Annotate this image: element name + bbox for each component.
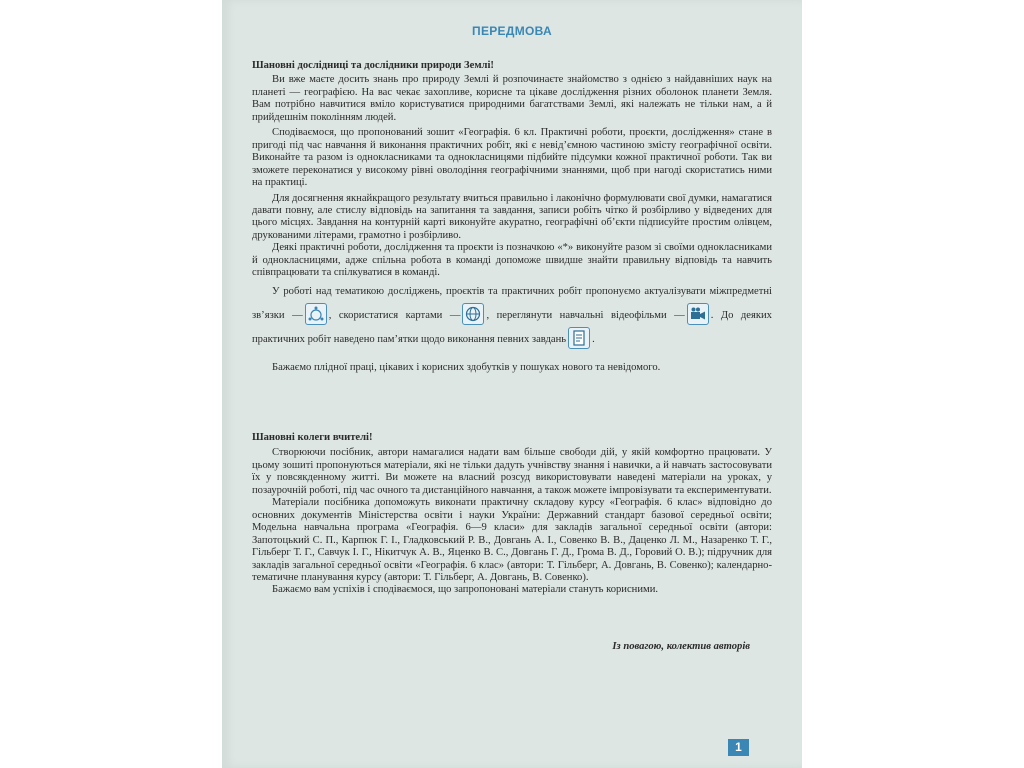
students-paragraph-2: Сподіваємося, що пропонований зошит «Географія. 6 кл. Практичні роботи, проєкти, дослідження» стане в пригоді під час навчання й виконання практичних робіт, які є невід’ємною частиною змісту географічної освіти. Виконайте та разом із однокласниками та однокласницями підбийте підсумки кожної практичної роботи. Так ви зможете переконатися у високому рівні оволодіння географічними знаннями, щоб при нагоді скористатись ними на практиці. bbox=[252, 127, 772, 189]
book-page bbox=[222, 0, 802, 768]
teachers-paragraph-1: Створюючи посібник, автори намагалися надати вам більше свободи дій, у якій комфортно працювати. У цьому зошиті пропонуються матеріали, які не тільки дадуть учнівству знання і навички, а й навчать застосовувати їх у повсякденному житті. Ви можете на власний розсуд використовувати наведені матеріали на уроках, у позаурочній роботі, під час очного та дистанційного навчання, а також можете імпровізувати та експериментувати. bbox=[252, 447, 772, 496]
p5-text-c: , переглянути навчальні відеофільми — bbox=[486, 309, 685, 321]
students-paragraph-5 bbox=[252, 280, 772, 352]
students-paragraph-4: Деякі практичні роботи, дослідження та проєкти із позначкою «*» виконуйте разом зі своїми однокласниками й однокласницями, адже спільна робота в команді допоможе швидше знайти правильну відповідь та навчить співпрацювати та спілкуватися в команді. bbox=[252, 242, 772, 279]
p5-text-a: У роботі над тематикою досліджень, проєктів та практичних робіт пропонуємо актуалізувати міжпредметні зв’язки — bbox=[252, 285, 772, 321]
interdisciplinary-icon bbox=[305, 303, 327, 325]
video-camera-icon bbox=[687, 303, 709, 325]
memo-icon bbox=[568, 327, 590, 349]
teachers-heading: Шановні колеги вчителі! bbox=[252, 432, 373, 443]
page-number: 1 bbox=[728, 739, 749, 756]
p5-text-d: . До деяких практичних робіт наведено пам’ятки щодо виконання певних завдань bbox=[252, 309, 772, 345]
page-title: ПЕРЕДМОВА bbox=[472, 24, 552, 38]
authors-signature: Із повагою, колектив авторів bbox=[612, 641, 750, 652]
students-closing: Бажаємо плідної праці, цікавих і корисних здобутків у пошуках нового та невідомого. bbox=[272, 361, 661, 373]
students-paragraph-1: Ви вже маєте досить знань про природу Землі й розпочинаєте знайомство з однією з найдавніших наук на планеті — географією. На вас чекає захопливе, корисне та цікаве дослідження різних оболонок планети Земля. Вам потрібно навчитися вміло користуватися природними багатствами Землі, які належать не тільки нам, а й прийдешнім поколінням людей. bbox=[252, 74, 772, 123]
students-paragraph-3: Для досягнення якнайкращого результату вчиться правильно і лаконічно формулювати свої думки, намагатися давати повну, але стислу відповідь на запитання та завдання, записи робіть чітко й розбірливо у відведених для цього місцях. Завдання на контурній карті виконуйте акуратно, географічні об’єкти підписуйте простим олівцем, друкованими літерами, грамотно і розбірливо. bbox=[252, 192, 772, 241]
teachers-paragraph-2: Матеріали посібника допоможуть виконати практичну складову курсу «Географія. 6 клас» відповідно до основних документів Міністерства освіти і науки України: Державний стандарт базової середньої освіти; Модельна навчальна програма «Географія. 6—9 класи» для закладів загальної середньої освіти (автори: Запотоцький С. П., Карпюк Г. І., Гладковський Р. В., Довгань А. І., Совенко В. В., Даценко Л. М., Назаренко Т. Г., Гільберг Т. Г., Савчук І. Г., Нікитчук А. В., Яценко В. С., Довгань Г. Д., Грома В. Д., Горовий О. В.); підручник для закладів загальної середньої освіти «Географія. 6 клас» (автори: Т. Гільберг, А. Довгань, В. Совенко); календарно-тематичне планування курсу (автори: Т. Гільберг, А. Довгань, В. Совенко). bbox=[252, 497, 772, 583]
map-globe-icon bbox=[462, 303, 484, 325]
teachers-section bbox=[252, 432, 772, 597]
students-section bbox=[252, 60, 772, 374]
p5-text-e: . bbox=[592, 333, 595, 345]
p5-text-b: , скористатися картами — bbox=[328, 309, 461, 321]
teachers-paragraph-3: Бажаємо вам успіхів і сподіваємося, що запропоновані матеріали стануть корисними. bbox=[272, 584, 659, 596]
students-heading: Шановні дослідниці та дослідники природи Землі! bbox=[252, 60, 494, 71]
